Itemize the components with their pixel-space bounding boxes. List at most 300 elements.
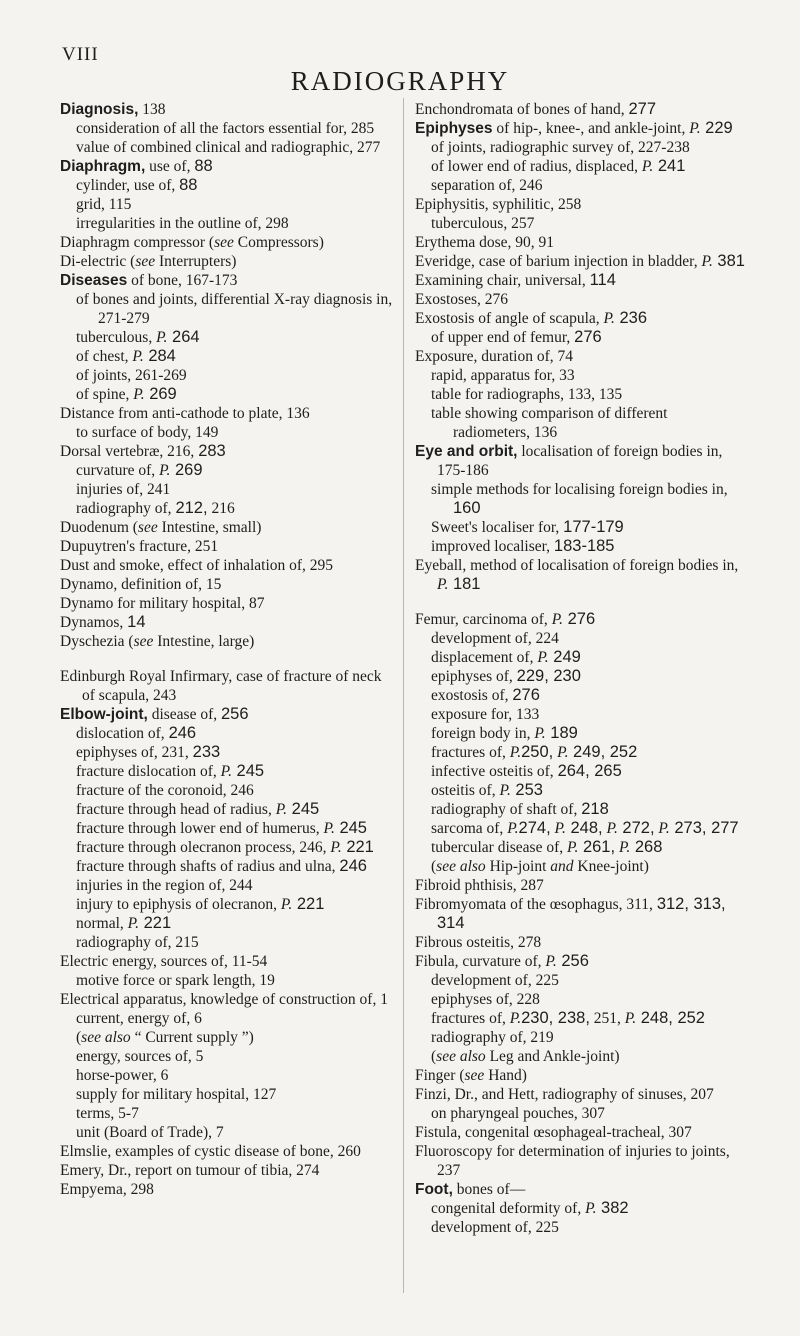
entry-fragment: Leg and Ankle-joint): [485, 1048, 620, 1065]
entry-fragment: of chest,: [76, 348, 133, 365]
entry-fragment: 114: [589, 271, 616, 289]
index-subentry: [415, 366, 745, 385]
entry-fragment: value of combined clinical and radiographic, 277: [76, 139, 381, 156]
index-subentry: [415, 537, 745, 556]
entry-fragment: simple methods for localising foreign bodies in,: [431, 481, 728, 498]
index-entry: [60, 594, 395, 613]
index-entry: [60, 667, 395, 705]
entry-fragment: (: [431, 858, 437, 875]
entry-fragment: of upper end of femur,: [431, 329, 575, 346]
entry-fragment: table for radiographs, 133, 135: [431, 386, 623, 403]
index-column-right: [415, 100, 745, 1237]
entry-fragment: P.: [551, 611, 564, 628]
index-subentry: [415, 857, 745, 876]
entry-fragment: P.: [689, 120, 701, 137]
index-subentry: [415, 705, 745, 724]
entry-fragment: 230, 238,: [521, 1009, 590, 1027]
entry-fragment: energy, sources of, 5: [76, 1048, 204, 1065]
index-entry: [60, 1180, 395, 1199]
entry-fragment: 241: [653, 157, 686, 175]
entry-fragment: 264, 265: [557, 762, 622, 780]
index-subentry: [60, 461, 395, 480]
entry-fragment: infective osteitis of,: [431, 763, 558, 780]
entry-fragment: P.: [133, 386, 145, 403]
index-entry: [415, 119, 745, 138]
entry-fragment: “ Current supply ”): [130, 1029, 254, 1046]
entry-fragment: P.: [132, 348, 144, 365]
index-subentry: [60, 838, 395, 857]
index-subentry: [415, 971, 745, 990]
entry-fragment: exposure for, 133: [431, 706, 540, 723]
entry-fragment: of spine,: [76, 386, 134, 403]
index-entry: [415, 290, 745, 309]
entry-fragment: use of,: [145, 158, 195, 175]
index-entry: [60, 100, 395, 119]
entry-fragment: injury to epiphysis of olecranon,: [76, 896, 281, 913]
entry-fragment: 233: [192, 743, 221, 761]
index-subentry: [60, 499, 395, 518]
index-subentry: [60, 971, 395, 990]
index-entry: [415, 442, 745, 480]
entry-fragment: P.: [220, 763, 232, 780]
entry-fragment: development of, 225: [431, 972, 559, 989]
index-subentry: [60, 480, 395, 499]
entry-fragment: 382: [596, 1199, 629, 1217]
index-entry: [60, 252, 395, 271]
entry-fragment: P.: [654, 820, 670, 837]
entry-fragment: radiography of, 215: [76, 934, 199, 951]
index-subentry: [60, 347, 395, 366]
entry-fragment: 277: [628, 100, 657, 118]
entry-fragment: Dupuytren's fracture, 251: [60, 538, 219, 555]
index-subentry: [60, 914, 395, 933]
entry-fragment: 276: [512, 686, 540, 704]
entry-fragment: injuries of, 241: [76, 481, 171, 498]
index-subentry: [415, 480, 745, 518]
index-subentry: [60, 876, 395, 895]
entry-fragment: 249,: [568, 743, 606, 761]
entry-fragment: Fibroid phthisis, 287: [415, 877, 544, 894]
index-subentry: [60, 328, 395, 347]
entry-fragment: P.: [280, 896, 293, 913]
index-subentry: [60, 800, 395, 819]
index-subentry: [415, 328, 745, 347]
index-subentry: [60, 762, 395, 781]
index-subentry: [415, 518, 745, 537]
index-entry: [60, 575, 395, 594]
entry-fragment: Everidge, case of barium injection in bladder,: [415, 253, 702, 270]
entry-fragment: 276: [563, 610, 596, 628]
entry-fragment: 229, 230: [516, 667, 581, 685]
index-subentry: [60, 290, 395, 328]
entry-fragment: Knee-joint): [573, 858, 649, 875]
entry-fragment: 14: [127, 613, 146, 631]
entry-fragment: P.: [509, 1010, 522, 1027]
entry-fragment: see: [214, 234, 234, 251]
index-entry: [415, 309, 745, 328]
entry-fragment: fracture through head of radius,: [76, 801, 276, 818]
entry-fragment: Dynamo for military hospital, 87: [60, 595, 265, 612]
index-subentry: [415, 781, 745, 800]
index-entry: [415, 610, 745, 629]
entry-fragment: development of, 224: [431, 630, 559, 647]
index-entry: [60, 613, 395, 632]
entry-fragment: P.: [323, 820, 335, 837]
index-entry: [415, 933, 745, 952]
entry-fragment: fractures of,: [431, 1010, 510, 1027]
entry-fragment: P.: [156, 329, 168, 346]
index-subentry: [415, 724, 745, 743]
entry-fragment: rapid, apparatus for, 33: [431, 367, 575, 384]
entry-fragment: see: [464, 1067, 485, 1084]
entry-fragment: P.: [509, 744, 522, 761]
entry-fragment: Diagnosis,: [60, 101, 139, 118]
entry-fragment: 277: [706, 819, 739, 837]
entry-fragment: 218: [581, 800, 609, 818]
entry-fragment: curvature of,: [76, 462, 160, 479]
index-subentry: [60, 195, 395, 214]
entry-fragment: P.: [603, 310, 615, 327]
page-header: [0, 36, 800, 96]
entry-fragment: P.: [567, 839, 579, 856]
index-entry: [60, 632, 395, 651]
entry-fragment: P.: [437, 576, 449, 593]
entry-fragment: radiography of, 219: [431, 1029, 554, 1046]
entry-fragment: Empyema, 298: [60, 1181, 154, 1198]
index-subentry: [60, 933, 395, 952]
entry-fragment: 253: [510, 781, 543, 799]
entry-fragment: unit (Board of Trade), 7: [76, 1124, 224, 1141]
entry-fragment: exostosis of,: [431, 687, 513, 704]
entry-fragment: P.: [537, 649, 549, 666]
entry-fragment: fracture through shafts of radius and ulna,: [76, 858, 340, 875]
index-entry: [60, 537, 395, 556]
entry-fragment: 181: [448, 575, 481, 593]
entry-fragment: 256: [221, 705, 249, 723]
entry-fragment: see also: [436, 858, 486, 875]
entry-fragment: 212,: [175, 499, 208, 517]
index-subentry: [60, 724, 395, 743]
index-subentry: [415, 743, 745, 762]
entry-fragment: 160: [453, 499, 481, 517]
entry-fragment: P.: [499, 782, 511, 799]
entry-fragment: epiphyses of, 231,: [76, 744, 193, 761]
entry-fragment: 251,: [589, 1010, 621, 1027]
index-entry: [415, 1180, 745, 1199]
index-subentry: [415, 686, 745, 705]
entry-fragment: P.: [701, 253, 713, 270]
index-subentry: [415, 648, 745, 667]
entry-fragment: 245: [231, 762, 265, 780]
entry-fragment: tuberculous, 257: [431, 215, 535, 232]
entry-fragment: Enchondromata of bones of hand,: [415, 101, 629, 118]
index-entry: [60, 157, 395, 176]
index-column-left: [60, 100, 395, 1199]
entry-fragment: of joints, 261-269: [76, 367, 187, 384]
index-entry: [60, 556, 395, 575]
entry-fragment: (: [431, 1048, 437, 1065]
entry-fragment: 269: [144, 385, 177, 403]
entry-fragment: 273,: [669, 819, 707, 837]
entry-fragment: 264: [167, 328, 200, 346]
entry-fragment: Di-electric (: [60, 253, 136, 270]
index-subentry: [415, 800, 745, 819]
index-entry: [60, 1161, 395, 1180]
entry-fragment: Edinburgh Royal Infirmary, case of fracture of neck of scapula, 243: [60, 668, 382, 704]
entry-fragment: fractures of,: [431, 744, 510, 761]
entry-fragment: fracture through olecranon process, 246,: [76, 839, 331, 856]
index-subentry: [60, 1009, 395, 1028]
entry-fragment: Diaphragm compressor (: [60, 234, 215, 251]
index-entry: [60, 705, 395, 724]
entry-fragment: Distance from anti-cathode to plate, 136: [60, 405, 310, 422]
index-subentry: [60, 1085, 395, 1104]
entry-fragment: 138: [138, 101, 166, 118]
index-entry: [60, 233, 395, 252]
entry-fragment: Eyeball, method of localisation of foreign bodies in,: [415, 557, 739, 574]
index-entry: [60, 442, 395, 461]
entry-fragment: to surface of body, 149: [76, 424, 219, 441]
entry-fragment: radiography of shaft of,: [431, 801, 582, 818]
entry-fragment: 268: [630, 838, 663, 856]
entry-fragment: Dynamo, definition of, 15: [60, 576, 222, 593]
index-subentry: [415, 385, 745, 404]
entry-fragment: Compressors): [233, 234, 324, 251]
entry-fragment: P.: [615, 839, 631, 856]
entry-fragment: 189: [545, 724, 578, 742]
index-subentry: [60, 214, 395, 233]
entry-fragment: Elmslie, examples of cystic disease of bone, 260: [60, 1143, 361, 1160]
entry-fragment: 269: [170, 461, 203, 479]
entry-fragment: cylinder, use of,: [76, 177, 180, 194]
entry-fragment: tuberculous,: [76, 329, 157, 346]
entry-fragment: (: [76, 1029, 82, 1046]
entry-fragment: Sweet's localiser for,: [431, 519, 564, 536]
entry-fragment: Elbow-joint,: [60, 706, 148, 723]
index-subentry: [415, 1218, 745, 1237]
entry-fragment: grid, 115: [76, 196, 132, 213]
entry-fragment: 274,: [518, 819, 551, 837]
entry-fragment: 249: [548, 648, 581, 666]
entry-fragment: P.: [550, 820, 566, 837]
entry-fragment: 252: [605, 743, 638, 761]
entry-fragment: 221: [292, 895, 325, 913]
entry-fragment: P.: [585, 1200, 597, 1217]
entry-fragment: Examining chair, universal,: [415, 272, 590, 289]
index-subentry: [415, 990, 745, 1009]
entry-fragment: 248,: [565, 819, 603, 837]
entry-fragment: P.: [534, 725, 546, 742]
entry-fragment: epiphyses of, 228: [431, 991, 540, 1008]
entry-fragment: see: [137, 519, 158, 536]
index-subentry: [415, 629, 745, 648]
index-subentry: [415, 1104, 745, 1123]
entry-fragment: terms, 5-7: [76, 1105, 139, 1122]
entry-fragment: Diaphragm,: [60, 158, 146, 175]
entry-fragment: 245: [287, 800, 320, 818]
index-subentry: [60, 1123, 395, 1142]
index-subentry: [60, 1047, 395, 1066]
entry-fragment: see: [133, 633, 154, 650]
entry-fragment: 250,: [521, 743, 554, 761]
entry-fragment: displacement of,: [431, 649, 538, 666]
entry-fragment: Dust and smoke, effect of inhalation of, 295: [60, 557, 334, 574]
index-subentry: [415, 214, 745, 233]
column-divider: [403, 98, 404, 1293]
index-entry: [60, 518, 395, 537]
index-entry: [60, 952, 395, 971]
entry-fragment: P.: [553, 744, 569, 761]
entry-fragment: of bone, 167-173: [127, 272, 238, 289]
entry-fragment: P.: [507, 820, 519, 837]
entry-fragment: epiphyses of,: [431, 668, 517, 685]
entry-fragment: fracture through lower end of humerus,: [76, 820, 324, 837]
entry-fragment: P.: [159, 462, 171, 479]
entry-fragment: Hand): [484, 1067, 527, 1084]
index-subentry: [60, 743, 395, 762]
entry-fragment: horse-power, 6: [76, 1067, 169, 1084]
entry-fragment: see: [135, 253, 156, 270]
index-subentry: [415, 176, 745, 195]
entry-fragment: Exostoses, 276: [415, 291, 508, 308]
entry-fragment: Interrupters): [155, 253, 237, 270]
index-subentry: [60, 385, 395, 404]
entry-fragment: Fistula, congenital œsophageal-tracheal, 307: [415, 1124, 692, 1141]
entry-fragment: osteitis of,: [431, 782, 500, 799]
entry-fragment: P.: [641, 158, 654, 175]
entry-fragment: 272,: [617, 819, 655, 837]
entry-fragment: on pharyngeal pouches, 307: [431, 1105, 605, 1122]
entry-fragment: motive force or spark length, 19: [76, 972, 275, 989]
index-subentry: [415, 838, 745, 857]
index-subentry: [60, 1104, 395, 1123]
entry-fragment: see also: [436, 1048, 486, 1065]
entry-fragment: 246: [168, 724, 197, 742]
index-subentry: [60, 366, 395, 385]
entry-fragment: fracture dislocation of,: [76, 763, 221, 780]
entry-fragment: P.: [545, 953, 557, 970]
entry-fragment: 381: [712, 252, 745, 270]
index-entry: [60, 271, 395, 290]
entry-fragment: Emery, Dr., report on tumour of tibia, 274: [60, 1162, 320, 1179]
index-entry: [415, 347, 745, 366]
entry-fragment: 252: [672, 1009, 705, 1027]
index-subentry: [415, 1199, 745, 1218]
index-entry: [415, 1066, 745, 1085]
entry-fragment: Foot,: [415, 1181, 453, 1198]
entry-fragment: current, energy of, 6: [76, 1010, 202, 1027]
entry-fragment: irregularities in the outline of, 298: [76, 215, 289, 232]
index-entry: [415, 100, 745, 119]
entry-fragment: Electrical apparatus, knowledge of construction of, 1: [60, 991, 388, 1008]
index-entry: [60, 404, 395, 423]
entry-fragment: P.: [275, 801, 288, 818]
entry-fragment: Finzi, Dr., and Hett, radiography of sinuses, 207: [415, 1086, 714, 1103]
entry-fragment: radiography of,: [76, 500, 176, 517]
page-number: VIII: [62, 44, 99, 65]
entry-fragment: 229: [700, 119, 733, 137]
entry-fragment: and: [550, 858, 574, 875]
entry-fragment: Dorsal vertebræ, 216,: [60, 443, 199, 460]
entry-fragment: 221: [139, 914, 172, 932]
entry-fragment: Fibromyomata of the œsophagus, 311,: [415, 896, 657, 913]
index-entry: [415, 952, 745, 971]
index-subentry: [60, 119, 395, 138]
index-entry: [415, 233, 745, 252]
entry-fragment: Duodenum (: [60, 519, 138, 536]
entry-fragment: Fibrous osteitis, 278: [415, 934, 542, 951]
entry-fragment: 88: [179, 176, 198, 194]
entry-fragment: P.: [620, 1010, 637, 1027]
index-entry: [415, 1123, 745, 1142]
entry-fragment: 248,: [636, 1009, 673, 1027]
index-entry: [415, 1085, 745, 1104]
entry-fragment: bones of—: [452, 1181, 526, 1198]
running-title: RADIOGRAPHY: [290, 66, 510, 96]
index-subentry: [60, 857, 395, 876]
entry-fragment: see also: [81, 1029, 131, 1046]
index-subentry: [60, 423, 395, 442]
index-entry: [415, 252, 745, 271]
entry-fragment: injuries in the region of, 244: [76, 877, 253, 894]
entry-fragment: Intestine, large): [153, 633, 255, 650]
index-entry: [60, 990, 395, 1009]
index-entry: [415, 271, 745, 290]
entry-fragment: Electric energy, sources of, 11-54: [60, 953, 268, 970]
entry-fragment: P.: [602, 820, 618, 837]
entry-fragment: 236: [614, 309, 648, 327]
entry-fragment: 88: [194, 157, 213, 175]
entry-fragment: Epiphyses: [415, 120, 493, 137]
entry-fragment: improved localiser,: [431, 538, 554, 555]
index-entry: [415, 876, 745, 895]
index-subentry: [415, 1028, 745, 1047]
entry-fragment: 183-185: [553, 537, 615, 555]
entry-fragment: disease of,: [147, 706, 221, 723]
index-entry: [415, 195, 745, 214]
index-subentry: [60, 895, 395, 914]
entry-fragment: 276: [574, 328, 602, 346]
entry-fragment: 261,: [578, 838, 616, 856]
entry-fragment: 256: [556, 952, 589, 970]
entry-fragment: supply for military hospital, 127: [76, 1086, 277, 1103]
index-subentry: [415, 819, 745, 838]
index-subentry: [60, 781, 395, 800]
entry-fragment: of joints, radiographic survey of, 227-238: [431, 139, 690, 156]
entry-fragment: fracture of the coronoid, 246: [76, 782, 254, 799]
entry-fragment: Finger (: [415, 1067, 465, 1084]
entry-fragment: congenital deformity of,: [431, 1200, 586, 1217]
index-subentry: [415, 1047, 745, 1066]
entry-fragment: table showing comparison of different radiometers, 136: [431, 405, 668, 441]
entry-fragment: of bones and joints, differential X-ray diagnosis in, 271-279: [76, 291, 393, 327]
index-subentry: [415, 1009, 745, 1028]
entry-fragment: foreign body in,: [431, 725, 535, 742]
entry-fragment: Hip-joint: [485, 858, 551, 875]
index-subentry: [60, 1028, 395, 1047]
index-subentry: [415, 157, 745, 176]
entry-fragment: tubercular disease of,: [431, 839, 567, 856]
entry-fragment: 284: [143, 347, 176, 365]
entry-fragment: 221: [341, 838, 374, 856]
entry-fragment: Exposure, duration of, 74: [415, 348, 573, 365]
entry-fragment: Erythema dose, 90, 91: [415, 234, 555, 251]
index-entry: [415, 556, 745, 594]
index-subentry: [60, 176, 395, 195]
entry-fragment: Fibula, curvature of,: [415, 953, 546, 970]
index-subentry: [415, 762, 745, 781]
index-subentry: [60, 819, 395, 838]
